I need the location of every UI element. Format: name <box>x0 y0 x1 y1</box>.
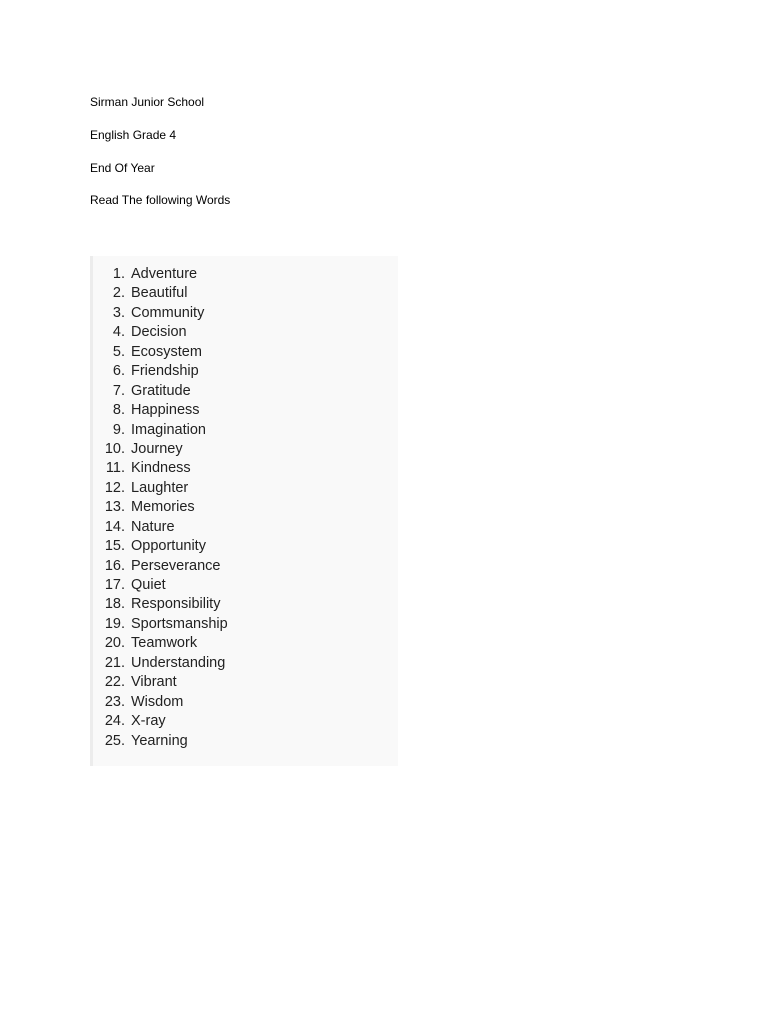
word-number: 4. <box>112 324 125 341</box>
word-number: 20. <box>104 635 125 652</box>
word-text: Yearning <box>131 732 188 749</box>
word-text: Quiet <box>131 577 166 593</box>
word-number: 23. <box>104 693 125 710</box>
word-list-image <box>90 256 398 766</box>
word-text: Imagination <box>131 421 206 438</box>
word-number: 21. <box>104 654 125 671</box>
word-text: Understanding <box>131 654 226 671</box>
word-number: 6. <box>112 363 125 380</box>
word-number: 18. <box>104 596 125 613</box>
word-item <box>93 422 228 441</box>
word-item <box>93 324 228 343</box>
term-label: End Of Year <box>90 161 155 175</box>
word-item <box>93 402 228 421</box>
word-item <box>93 577 228 596</box>
word-item <box>93 538 228 557</box>
word-number: 9. <box>112 421 125 438</box>
word-text: Beautiful <box>131 285 188 302</box>
word-text: Community <box>131 304 205 321</box>
word-text: Wisdom <box>131 693 184 710</box>
instruction-text: Read The following Words <box>90 193 231 207</box>
word-number: 24. <box>104 713 125 730</box>
subject-grade: English Grade 4 <box>90 128 177 142</box>
word-item <box>93 596 228 615</box>
word-text: Opportunity <box>131 538 206 555</box>
word-item <box>93 694 228 713</box>
word-item <box>93 635 228 654</box>
word-item <box>93 480 228 499</box>
word-number: 12. <box>104 479 125 496</box>
word-item <box>93 344 228 363</box>
word-item <box>93 460 228 479</box>
word-item <box>93 383 228 402</box>
word-number: 16. <box>104 557 125 574</box>
word-item <box>93 733 228 752</box>
word-text: Perseverance <box>131 557 221 574</box>
word-number: 11. <box>105 460 125 477</box>
word-text: Teamwork <box>131 635 198 652</box>
word-item <box>93 441 228 460</box>
word-text: Friendship <box>131 363 199 380</box>
word-text: Adventure <box>131 266 198 282</box>
word-text: Responsibility <box>131 596 221 613</box>
word-number: 19. <box>104 615 125 632</box>
word-item <box>93 674 228 693</box>
word-item <box>93 363 228 382</box>
word-text: Memories <box>131 499 195 516</box>
word-text: X-ray <box>131 713 166 730</box>
word-number: 3. <box>112 304 125 321</box>
word-item <box>93 558 228 577</box>
word-item <box>93 285 228 304</box>
word-text: Kindness <box>131 460 191 477</box>
word-text: Decision <box>131 324 187 341</box>
word-item <box>93 616 228 635</box>
word-number: 15. <box>104 538 125 555</box>
word-text: Nature <box>131 518 175 535</box>
word-number: 25. <box>104 732 125 749</box>
word-text: Gratitude <box>131 382 191 399</box>
word-item <box>93 713 228 732</box>
word-number: 14. <box>104 518 125 535</box>
word-item <box>93 305 228 324</box>
word-list <box>93 266 228 752</box>
word-item <box>93 266 228 285</box>
word-number: 8. <box>112 402 125 419</box>
word-item <box>93 499 228 518</box>
word-text: Happiness <box>131 402 200 419</box>
word-text: Journey <box>131 440 183 457</box>
word-number: 5. <box>112 343 125 360</box>
word-number: 1. <box>112 266 125 282</box>
word-number: 22. <box>104 674 125 691</box>
word-item <box>93 655 228 674</box>
word-number: 7. <box>112 382 125 399</box>
school-name: Sirman Junior School <box>90 95 205 109</box>
word-text: Vibrant <box>131 674 177 691</box>
word-text: Laughter <box>131 479 189 496</box>
word-text: Sportsmanship <box>131 615 228 632</box>
word-item <box>93 519 228 538</box>
word-number: 17. <box>104 577 125 593</box>
word-number: 10. <box>104 440 125 457</box>
word-number: 13. <box>104 499 125 516</box>
word-text: Ecosystem <box>131 343 202 360</box>
word-number: 2. <box>112 285 125 302</box>
